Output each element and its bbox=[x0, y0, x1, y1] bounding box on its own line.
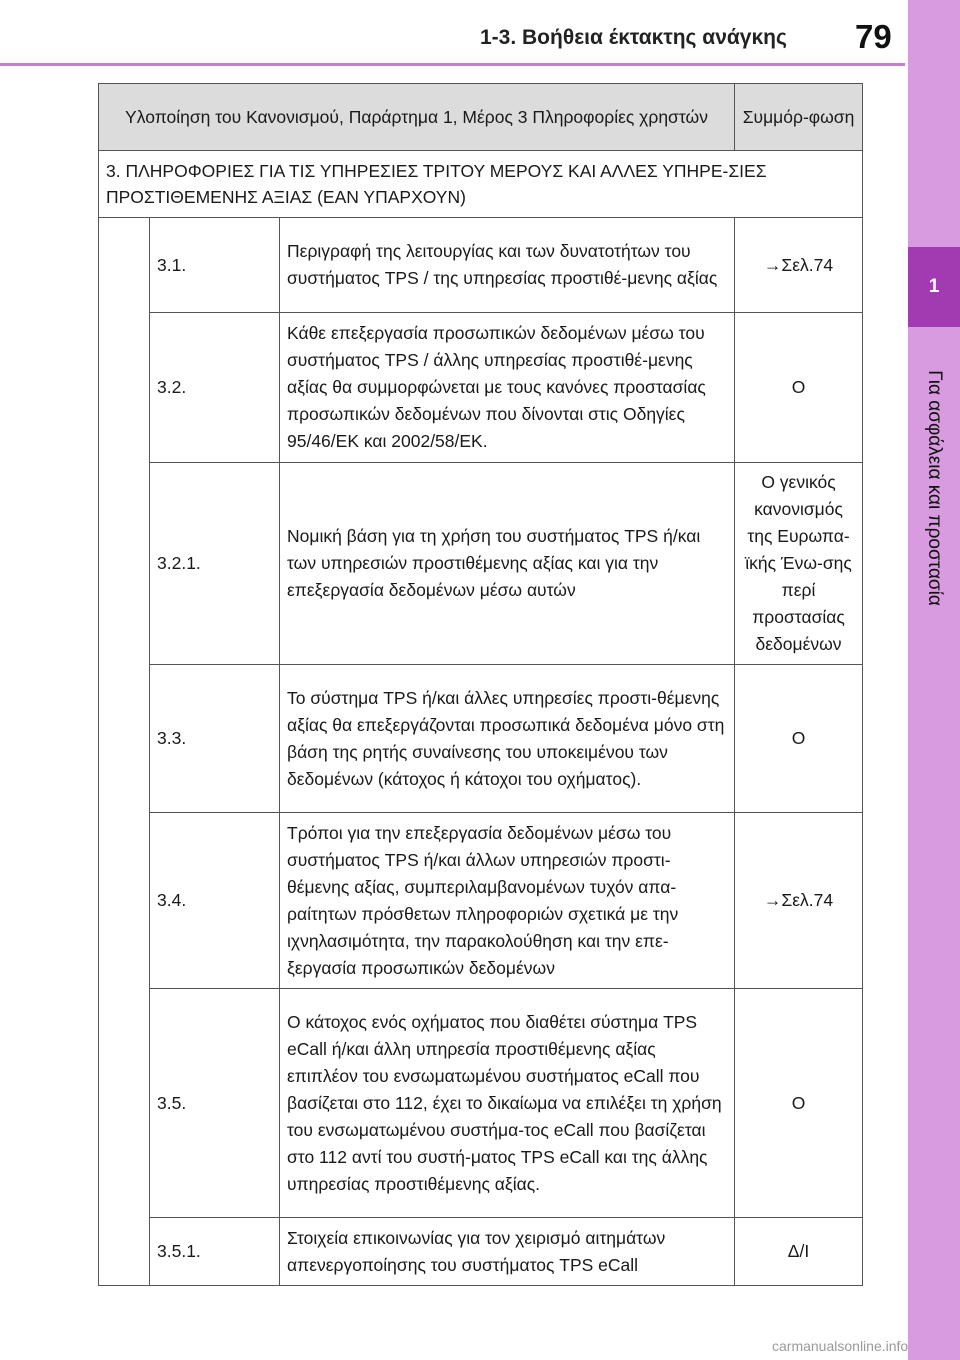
row-text: Το σύστημα TPS ή/και άλλες υπηρεσίες προστι-θέμενης αξίας θα επεξεργάζονται προσωπικά δεδομένα μόνο στη βάση της ρητής συναίνεσης του υποκειμένου των δεδομένων (κάτοχος ή κάτοχοι του οχήματος). bbox=[280, 665, 735, 813]
row-ref: →Σελ.74 bbox=[735, 813, 863, 989]
row-ref: →Σελ.74 bbox=[735, 218, 863, 313]
row-number: 3.2.1. bbox=[150, 463, 280, 665]
row-number: 3.2. bbox=[150, 313, 280, 463]
table-row bbox=[99, 218, 863, 313]
row-text: Νομική βάση για τη χρήση του συστήματος TPS ή/και των υπηρεσιών προστιθέμενης αξίας και για την επεξεργασία δεδομένων μέσω αυτών bbox=[280, 463, 735, 665]
row-text: Στοιχεία επικοινωνίας για τον χειρισμό αιτημάτων απενεργοποίησης του συστήματος TPS eCall bbox=[280, 1218, 735, 1286]
side-strip bbox=[908, 0, 960, 1360]
row-text: Κάθε επεξεργασία προσωπικών δεδομένων μέσω του συστήματος TPS / άλλης υπηρεσίας προστιθέ-μενης αξίας θα συμμορφώνεται με τους κανόνες προστασίας προσωπικών δεδομένων που δίνονται στις Οδηγίες 95/46/ΕΚ και 2002/58/ΕΚ. bbox=[280, 313, 735, 463]
blank-column bbox=[99, 218, 150, 1286]
row-ref: O bbox=[735, 313, 863, 463]
chapter-tab: 1 bbox=[908, 247, 960, 327]
row-number: 3.1. bbox=[150, 218, 280, 313]
table-header-right: Συμμόρ-φωση bbox=[735, 84, 863, 151]
table-row bbox=[99, 813, 863, 989]
row-number: 3.5. bbox=[150, 989, 280, 1218]
header-rule bbox=[0, 63, 905, 66]
table-row bbox=[99, 313, 863, 463]
watermark: carmanualsonline.info bbox=[772, 1338, 909, 1354]
table-row bbox=[99, 665, 863, 813]
row-number: 3.4. bbox=[150, 813, 280, 989]
row-ref: O bbox=[735, 665, 863, 813]
info-table bbox=[98, 83, 863, 1286]
table-row bbox=[99, 1218, 863, 1286]
section-row bbox=[99, 151, 863, 218]
table-row bbox=[99, 989, 863, 1218]
row-ref: O bbox=[735, 989, 863, 1218]
row-text: Περιγραφή της λειτουργίας και των δυνατοτήτων του συστήματος TPS / της υπηρεσίας προστιθέ-μενης αξίας bbox=[280, 218, 735, 313]
row-ref: Ο γενικός κανονισμός της Ευρωπα-ϊκής Ένω-σης περί προστασίας δεδομένων bbox=[735, 463, 863, 665]
row-number: 3.5.1. bbox=[150, 1218, 280, 1286]
chapter-label: Για ασφάλεια και προστασία bbox=[924, 370, 945, 606]
page-header-title: 1-3. Βοήθεια έκτακτης ανάγκης bbox=[480, 26, 787, 49]
row-number: 3.3. bbox=[150, 665, 280, 813]
row-text: Ο κάτοχος ενός οχήματος που διαθέτει σύστημα TPS eCall ή/και άλλη υπηρεσία προστιθέμενης αξίας επιπλέον του ενσωματωμένου συστήματος eCall που βασίζεται στο 112, έχει το δικαίωμα να επιλέξει τη χρήση του ενσωματωμένου συστήμα-τος eCall που βασίζεται στο 112 αντί του συστή-ματος TPS eCall και της άλλης υπηρεσίας προστιθέμενης αξίας. bbox=[280, 989, 735, 1218]
row-ref: Δ/Ι bbox=[735, 1218, 863, 1286]
row-text: Τρόποι για την επεξεργασία δεδομένων μέσω του συστήματος TPS ή/και άλλων υπηρεσιών προστι-θέμενης αξίας, συμπεριλαμβανομένων τυχόν απα-ραίτητων πρόσθετων πληροφοριών σχετικά με την ιχνηλασιμότητα, την παρακολούθηση και την επε-ξεργασία προσωπικών δεδομένων bbox=[280, 813, 735, 989]
table-header-left: Υλοποίηση του Κανονισμού, Παράρτημα 1, Μέρος 3 Πληροφορίες χρηστών bbox=[99, 84, 735, 151]
section-title: 3. ΠΛΗΡΟΦΟΡΙΕΣ ΓΙΑ ΤΙΣ ΥΠΗΡΕΣΙΕΣ ΤΡΙΤΟΥ ΜΕΡΟΥΣ ΚΑΙ ΑΛΛΕΣ ΥΠΗΡΕ-ΣΙΕΣ ΠΡΟΣΤΙΘΕΜΕΝΗΣ ΑΞΙΑΣ (ΕΑΝ ΥΠΑΡΧΟΥΝ) bbox=[99, 151, 863, 218]
page-number: 79 bbox=[855, 18, 892, 55]
table-row bbox=[99, 463, 863, 665]
table-header-row bbox=[99, 84, 863, 151]
